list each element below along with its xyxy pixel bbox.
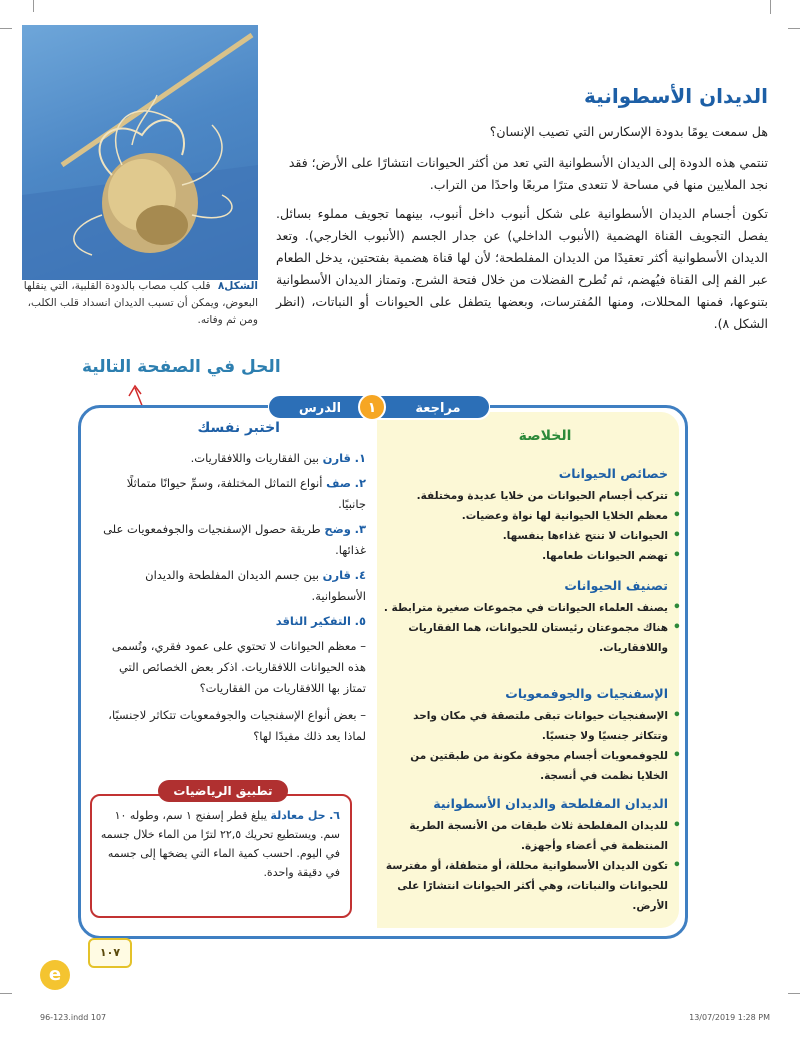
summary-list <box>382 816 682 916</box>
question-text: بين الفقاريات واللافقاريات. <box>190 451 323 465</box>
math-banner: تطبيق الرياضيات <box>158 780 288 802</box>
summary-item: • تهضم الحيوانات طعامها. <box>382 546 668 566</box>
summary-item: • للديدان المفلطحة ثلاث طبقات من الأنسجة الطرية المنتظمة في أعضاء وأجهزة. <box>382 816 668 856</box>
question-text: طريقة حصول الإسفنجيات والجوفمعويات على غذائها. <box>103 522 366 557</box>
summary-list <box>382 486 682 566</box>
math-question <box>96 806 340 882</box>
question-number: ٣. <box>354 522 366 536</box>
file-name: 96-123.indd 107 <box>40 1013 107 1022</box>
summary-heading: الإسفنجيات والجوفمعويات <box>505 686 668 701</box>
question-verb: صف <box>326 476 351 490</box>
question-list <box>98 448 366 753</box>
summary-list <box>382 598 682 658</box>
figure-caption <box>22 278 258 329</box>
summary-title: الخلاصة <box>518 428 572 444</box>
summary-item: • الإسفنجيات حيوانات تبقى ملتصقة في مكان واحد وتتكاثر جنسيًا ولا جنسيًا. <box>382 706 668 746</box>
critical-thinking-item: – بعض أنواع الإسفنجيات والجوفمعويات تتكاثر لاجنسيًا، لماذا يعد ذلك مفيدًا لها؟ <box>108 708 366 743</box>
figure-photo <box>22 25 258 280</box>
handwritten-note: الحل في الصفحة التالية <box>82 357 281 377</box>
summary-heading: خصائص الحيوانات <box>558 466 668 481</box>
publisher-logo-icon: e <box>40 960 70 990</box>
question-number: ٤. <box>354 568 366 582</box>
summary-item: • تتركب أجسام الحيوانات من خلايا عديدة ومختلفة. <box>382 486 668 506</box>
question-item <box>98 473 366 515</box>
summary-item: • الحيوانات لا تنتج غذاءها بنفسها. <box>382 526 668 546</box>
print-timestamp: 13/07/2019 1:28 PM <box>689 1013 770 1022</box>
question-text: أنواع التماثل المختلفة، وسمِّ حيوانًا متماثلًا جانبيًا. <box>126 476 366 511</box>
summary-list <box>382 706 682 786</box>
banner-review: مراجعة <box>415 401 461 416</box>
banner-lesson: الدرس <box>298 401 342 416</box>
question-item <box>98 519 366 561</box>
question-verb: حل معادلة <box>270 809 326 822</box>
question-number: ١. <box>354 451 366 465</box>
figure-caption-text: قلب كلب مصاب بالدودة القلبية، التي ينقلها البعوض، ويمكن أن تسبب الديدان انسداد قلب الكلب، ومن ثم وفاته. <box>23 280 258 326</box>
dog-heart-illustration <box>22 25 258 280</box>
question-text: بين جسم الديدان المفلطحة والديدان الأسطوانية. <box>145 568 366 603</box>
test-yourself-title: اختبر نفسك <box>197 420 280 436</box>
summary-item: • هناك مجموعتان رئيستان للحيوانات، هما الفقاريات واللافقاريات. <box>382 618 668 658</box>
paragraph-2: تكون أجسام الديدان الأسطوانية على شكل أنبوب داخل أنبوب، بينهما تجويف مملوء بسائل. يفصل التجويف القناة الهضمية (الأنبوب الداخلي) عن جدار الجسم (الأنبوب الخارجي). وتعد الديدان الأسطوانية أكثر تعقيدًا من الديدان المفلطحة؛ لأن لها قناة هضمية بفتحتين، يدخل الطعام عبر الفم إلى القناة فيُهضم، ثم تُطرح الفضلات من خلال فتحة الشرج. وتمتاز الديدان الأسطوانية بتنوعها، فمنها المحللات، ومنها المُفترسات، وبعضها يتطفل على الحيوانات أو النباتات، (انظر الشكل ٨). <box>276 206 768 331</box>
question-number: ٢. <box>354 476 366 490</box>
summary-item: • معظم الخلايا الحيوانية لها نواة وعضيات. <box>382 506 668 526</box>
summary-heading: تصنيف الحيوانات <box>564 578 668 593</box>
paragraph-1: تنتمي هذه الدودة إلى الديدان الأسطوانية التي تعد من أكثر الحيوانات انتشارًا على الأرض؛ فقد نجد الملايين منها في مساحة لا تتعدى مترًا مربعًا واحدًا من التراب. <box>288 155 768 192</box>
critical-thinking-title: التفكير الناقد <box>275 614 351 628</box>
summary-item: • تكون الديدان الأسطوانية محللة، أو متطفلة، أو مفترسة للحيوانات والنباتات، وهي أكثر الحيوانات انتشارًا على الأرض. <box>382 856 668 916</box>
question-item <box>98 448 366 469</box>
question-number: ٦. <box>329 809 340 822</box>
question-verb: قارن <box>322 568 351 582</box>
figure-label: الشكل٨ <box>217 280 258 292</box>
intro-question: هل سمعت يومًا بدودة الإسكارس التي تصيب الإنسان؟ <box>489 124 768 139</box>
banner-number: ١ <box>367 400 377 416</box>
question-text: يبلغ قطر إسفنج ١ سم، وطوله ١٠ سم. ويستطيع تحريك ٢٢,٥ لترًا من الماء خلال جسمه في اليوم. احسب كمية الماء التي يضخها إلى جسمه في دقيقة واحدة. <box>100 809 340 879</box>
question-verb: وضح <box>324 522 351 536</box>
summary-heading: الديدان المفلطحة والديدان الأسطوانية <box>433 796 668 811</box>
question-item <box>98 565 366 607</box>
question-verb: قارن <box>322 451 351 465</box>
summary-item: • للجوفمعويات أجسام مجوفة مكونة من طبقتين من الخلايا نظمت في أنسجة. <box>382 746 668 786</box>
summary-item: • يصنف العلماء الحيوانات في مجموعات صغيرة مترابطة . <box>382 598 668 618</box>
critical-thinking-item: – معظم الحيوانات لا تحتوي على عمود فقري، وتُسمى هذه الحيوانات اللافقاريات. اذكر بعض الخصائص التي تمتاز بها اللافقاريات من الفقاريات؟ <box>111 639 366 695</box>
question-number: ٥. <box>354 614 366 628</box>
review-banner <box>268 394 490 420</box>
section-title: الديدان الأسطوانية <box>584 84 768 108</box>
critical-thinking-heading <box>98 611 366 632</box>
page-number: ١٠٧ <box>88 938 132 968</box>
